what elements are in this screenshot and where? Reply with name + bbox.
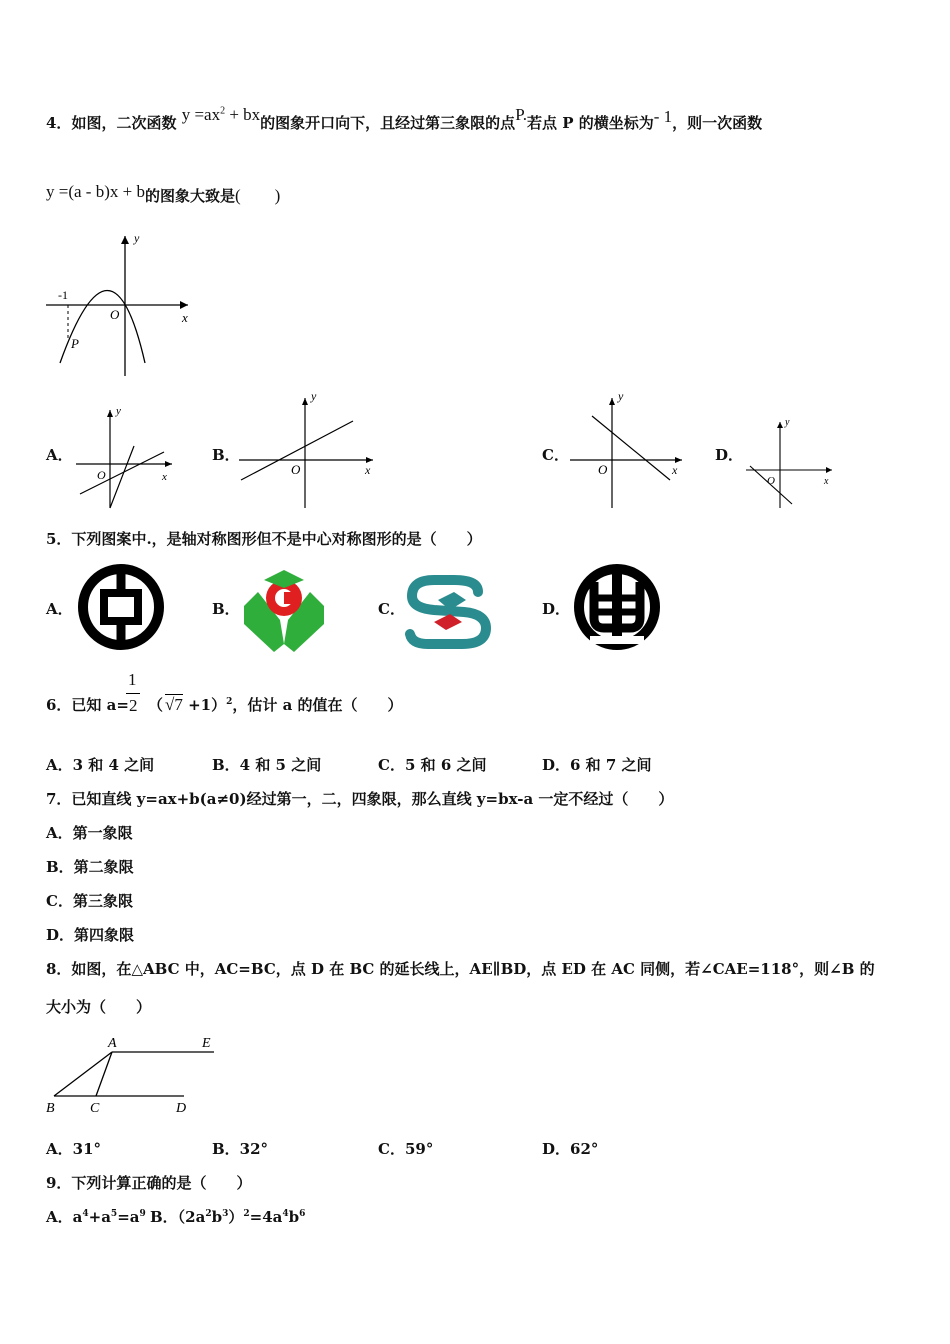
svg-text:x: x <box>365 463 371 477</box>
svg-text:O: O <box>767 475 775 487</box>
q5-option-b-logo[interactable] <box>240 566 328 654</box>
vertex-a-label: A <box>108 1036 117 1051</box>
q6-option-c[interactable]: C．5 和 6 之间 <box>378 756 487 774</box>
vertex-e-label: E <box>202 1036 211 1051</box>
q7-text: 7．已知直线 y=ax+b(a≠0)经过第一，二，四象限，那么直线 y=bx-a 一定不经过（ ） <box>46 790 674 808</box>
q8-text-line1: 8．如图，在△ABC 中，AC=BC，点 D 在 BC 的延长线上，AE∥BD，点 ED 在 AC 同侧，若∠CAE=118°，则∠B 的 <box>46 960 875 978</box>
q5-option-d-label[interactable]: D． <box>542 600 571 618</box>
q5-option-b-label[interactable]: B． <box>212 600 240 618</box>
q5-option-a-logo[interactable] <box>74 560 168 654</box>
axis-x-label: x <box>182 310 188 325</box>
svg-text:O: O <box>291 462 301 477</box>
q6-fraction-num: 1 <box>128 670 137 689</box>
q7-option-d[interactable]: D．第四象限 <box>46 926 135 944</box>
q7-option-c[interactable]: C．第三象限 <box>46 892 133 910</box>
q8-option-b[interactable]: B．32° <box>212 1140 269 1158</box>
q8-option-c[interactable]: C．59° <box>378 1140 434 1158</box>
q4-option-d-label[interactable]: D． <box>715 446 744 464</box>
q4-option-c-graph[interactable] <box>566 388 686 510</box>
minus-one-label: -1 <box>58 288 68 302</box>
svg-text:y: y <box>116 405 121 417</box>
vertex-b-label: B <box>46 1101 55 1116</box>
q4-option-d-graph[interactable] <box>742 414 837 510</box>
q4-line1: 4．如图，二次函数 $y =ax^2$ + bx的图象开口向下，且经过第三象限的点P.若点 P 的横坐标为- 1，则一次函数 <box>46 105 763 132</box>
point-p-label: P <box>71 336 79 351</box>
q5-option-a-label[interactable]: A． <box>46 600 73 618</box>
q4-option-b-label[interactable]: B． <box>212 446 240 464</box>
q4-option-a-graph[interactable] <box>72 400 177 510</box>
axis-y-label: y <box>134 231 140 245</box>
q4-formula1: $y =ax^2$ + bx <box>181 105 261 124</box>
svg-text:x: x <box>162 471 167 483</box>
q8-option-a[interactable]: A．31° <box>46 1140 102 1158</box>
vertex-d-label: D <box>176 1101 187 1116</box>
svg-text:y: y <box>785 417 790 428</box>
q9-text: 9．下列计算正确的是（ ） <box>46 1174 252 1192</box>
q5-option-d-logo[interactable] <box>570 560 664 654</box>
q6-fraction-bar <box>126 693 140 694</box>
q5-option-c-label[interactable]: C． <box>378 600 405 618</box>
q9-option-a[interactable]: A．$a^4+a^5=a^9$ <box>46 1208 146 1226</box>
svg-text:x: x <box>824 476 829 487</box>
q6-option-d[interactable]: D．6 和 7 之间 <box>542 756 652 774</box>
svg-text:y: y <box>618 389 624 403</box>
q4-parabola-graph <box>40 228 200 380</box>
q8-option-d[interactable]: D．62° <box>542 1140 599 1158</box>
q5-text: 5．下列图案中.，是轴对称图形但不是中心对称图形的是（ ） <box>46 530 482 548</box>
q5-option-c-logo[interactable] <box>404 572 496 652</box>
q4-option-b-graph[interactable] <box>235 388 380 510</box>
q6-option-b[interactable]: B．4 和 5 之间 <box>212 756 322 774</box>
origin-label: O <box>110 307 120 322</box>
q6-option-a[interactable]: A．3 和 4 之间 <box>46 756 155 774</box>
svg-text:y: y <box>311 389 317 403</box>
q6-line: 6．已知 a= <box>46 696 129 714</box>
q9-option-b[interactable]: B．$(2a^2b^3)^2=4a^4b^6$ <box>150 1208 306 1226</box>
svg-text:O: O <box>598 462 608 477</box>
q6-line-rest: （ √7 +1）$^2$，估计 a 的值在（ ） <box>148 695 403 714</box>
q4-line2: y =(a - b)x + b的图象大致是( ) <box>46 182 281 205</box>
q4-formula2: y =(a - b)x + b <box>46 182 145 201</box>
q7-option-b[interactable]: B．第二象限 <box>46 858 134 876</box>
q4-option-c-label[interactable]: C． <box>542 446 569 464</box>
q8-text-line2: 大小为（ ） <box>46 998 152 1016</box>
q4-option-a-label[interactable]: A． <box>46 446 73 464</box>
q8-triangle-figure <box>42 1030 222 1116</box>
svg-text:O: O <box>97 468 106 482</box>
q6-sqrt: √7 <box>165 695 183 714</box>
q6-fraction-den: 2 <box>129 696 138 715</box>
q7-option-a[interactable]: A．第一象限 <box>46 824 133 842</box>
svg-text:x: x <box>672 463 678 477</box>
vertex-c-label: C <box>90 1101 100 1116</box>
